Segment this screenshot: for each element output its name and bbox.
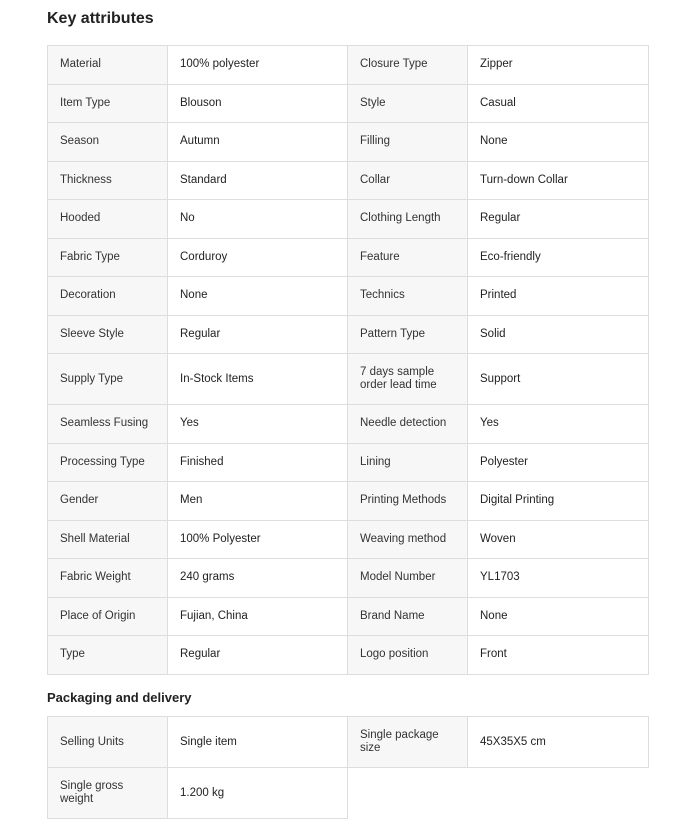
attribute-label: Pattern Type [348, 315, 468, 354]
attribute-row [48, 354, 649, 405]
attribute-value: Autumn [168, 123, 348, 162]
key-attributes-title: Key attributes [47, 10, 154, 27]
attribute-label: Selling Units [48, 717, 168, 768]
attribute-value: None [468, 123, 649, 162]
attribute-label: Decoration [48, 277, 168, 316]
attribute-value: Eco-friendly [468, 238, 649, 277]
attribute-value: Yes [168, 405, 348, 444]
attribute-label: Single package size [348, 717, 468, 768]
attribute-value: Blouson [168, 84, 348, 123]
attribute-row [48, 405, 649, 444]
attribute-label: Model Number [348, 559, 468, 598]
attribute-label: Weaving method [348, 520, 468, 559]
attribute-label: Logo position [348, 636, 468, 675]
empty-cell [348, 768, 649, 819]
attribute-label: Filling [348, 123, 468, 162]
attribute-row [48, 520, 649, 559]
attribute-value: Fujian, China [168, 597, 348, 636]
attribute-row [48, 161, 649, 200]
attribute-value: Men [168, 482, 348, 521]
attribute-value: Solid [468, 315, 649, 354]
attribute-row [48, 46, 649, 85]
attribute-label: Item Type [48, 84, 168, 123]
attribute-label: Seamless Fusing [48, 405, 168, 444]
attribute-row [48, 559, 649, 598]
attribute-label: Needle detection [348, 405, 468, 444]
attribute-label: Type [48, 636, 168, 675]
attribute-row [48, 315, 649, 354]
attribute-value: 240 grams [168, 559, 348, 598]
attribute-row [48, 238, 649, 277]
attribute-value: Support [468, 354, 649, 405]
attribute-label: Printing Methods [348, 482, 468, 521]
attribute-value: Casual [468, 84, 649, 123]
attribute-row [48, 277, 649, 316]
attribute-label: Collar [348, 161, 468, 200]
attribute-label: Gender [48, 482, 168, 521]
attribute-label: Brand Name [348, 597, 468, 636]
attribute-value: Zipper [468, 46, 649, 85]
attribute-value: Polyester [468, 443, 649, 482]
attribute-value: None [168, 277, 348, 316]
attribute-value: Corduroy [168, 238, 348, 277]
attribute-label: Supply Type [48, 354, 168, 405]
attribute-label: Style [348, 84, 468, 123]
attribute-row [48, 443, 649, 482]
attribute-label: Clothing Length [348, 200, 468, 239]
attribute-label: Hooded [48, 200, 168, 239]
attribute-row [48, 200, 649, 239]
attribute-label: Single gross weight [48, 768, 168, 819]
attribute-row [48, 636, 649, 675]
attribute-label: Processing Type [48, 443, 168, 482]
attribute-value: No [168, 200, 348, 239]
attribute-value: YL1703 [468, 559, 649, 598]
attribute-value: Finished [168, 443, 348, 482]
attribute-label: 7 days sample order lead time [348, 354, 468, 405]
attribute-label: Technics [348, 277, 468, 316]
attribute-value: Regular [168, 315, 348, 354]
attribute-row [48, 597, 649, 636]
attribute-value: Single item [168, 717, 348, 768]
attribute-value: In-Stock Items [168, 354, 348, 405]
attribute-label: Feature [348, 238, 468, 277]
attribute-row [48, 123, 649, 162]
attribute-row [48, 768, 649, 819]
attribute-value: Turn-down Collar [468, 161, 649, 200]
attribute-label: Material [48, 46, 168, 85]
attribute-value: Standard [168, 161, 348, 200]
attribute-value: 1.200 kg [168, 768, 348, 819]
attribute-row [48, 717, 649, 768]
attribute-value: Front [468, 636, 649, 675]
attribute-value: Regular [168, 636, 348, 675]
attribute-label: Fabric Weight [48, 559, 168, 598]
attribute-label: Shell Material [48, 520, 168, 559]
attribute-value: 45X35X5 cm [468, 717, 649, 768]
attribute-row [48, 84, 649, 123]
attribute-value: Yes [468, 405, 649, 444]
attribute-label: Closure Type [348, 46, 468, 85]
attribute-value: None [468, 597, 649, 636]
attribute-value: 100% polyester [168, 46, 348, 85]
attribute-label: Place of Origin [48, 597, 168, 636]
attribute-label: Sleeve Style [48, 315, 168, 354]
attribute-label: Season [48, 123, 168, 162]
attribute-value: 100% Polyester [168, 520, 348, 559]
packaging-title: Packaging and delivery [47, 690, 192, 705]
attribute-label: Lining [348, 443, 468, 482]
attribute-label: Thickness [48, 161, 168, 200]
attribute-label: Fabric Type [48, 238, 168, 277]
packaging-table [47, 716, 649, 819]
attribute-value: Regular [468, 200, 649, 239]
attribute-row [48, 482, 649, 521]
key-attributes-table [47, 45, 649, 675]
attribute-value: Woven [468, 520, 649, 559]
attribute-value: Printed [468, 277, 649, 316]
attribute-value: Digital Printing [468, 482, 649, 521]
